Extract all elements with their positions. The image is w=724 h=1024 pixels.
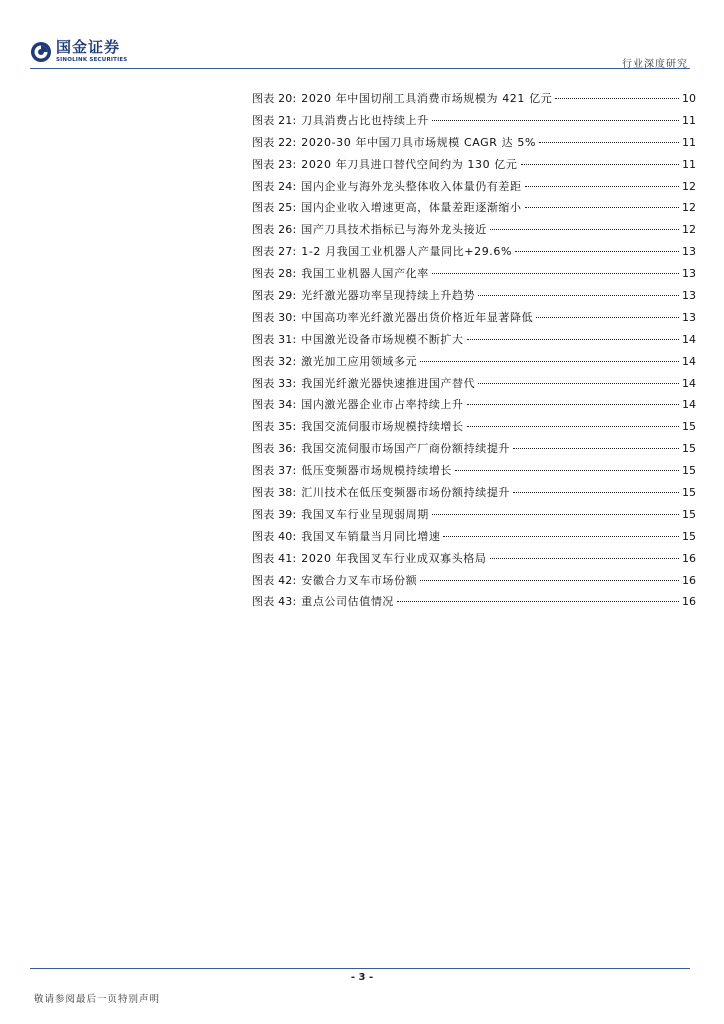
toc-entry-separator: : [292,157,297,171]
toc-entry-separator: : [292,289,297,303]
toc-entry-leader [536,316,679,318]
toc-entry-title: 2020 年中国切削工具消费市场规模为 421 亿元 [301,92,553,105]
report-type: 行业深度研究 [622,59,688,70]
toc-entry-leader [432,272,679,274]
toc-entry-page: 13 [682,289,696,303]
toc-entry-title: 1-2 月我国工业机器人产量同比+29.6% [301,245,513,259]
toc-entry[interactable] [252,110,696,132]
toc-entry[interactable] [252,88,696,110]
toc-entry[interactable] [252,307,696,329]
toc-entry-separator: : [292,223,297,237]
toc-entry-leader [467,403,679,405]
toc-entry-page: 10 [682,92,696,105]
toc-entry-page: 15 [682,420,696,434]
toc-entry-separator: : [292,442,297,456]
toc-entry[interactable] [252,176,696,198]
toc-entry[interactable] [252,460,696,482]
company-logo [30,40,127,64]
toc-entry-page: 11 [682,113,696,127]
toc-entry[interactable] [252,570,696,592]
toc-entry-page: 14 [682,376,696,390]
toc-entry-label: 图表 27 [252,245,293,259]
toc-entry-page: 11 [682,135,696,149]
toc-entry-separator: : [292,573,297,587]
toc-entry-label: 图表 28 [252,267,293,281]
toc-entry-separator: : [292,398,297,412]
toc-entry-label: 图表 43 [252,595,293,609]
toc-entry-separator: : [292,135,297,149]
toc-entry[interactable] [252,438,696,460]
toc-entry[interactable] [252,526,696,548]
toc-entry-leader [432,119,679,121]
toc-entry-title: 低压变频器市场规模持续增长 [301,464,453,478]
sinolink-logo-icon [30,41,52,63]
toc-entry-leader [490,557,679,559]
toc-entry-separator: : [292,245,297,259]
toc-entry-leader [397,600,679,602]
toc-entry-page: 14 [682,332,696,346]
toc-entry-page: 16 [682,573,696,587]
toc-entry[interactable] [252,416,696,438]
toc-entry-label: 图表 34 [252,398,293,412]
toc-entry-page: 15 [682,464,696,478]
toc-entry-label: 图表 37 [252,464,293,478]
toc-entry[interactable] [252,548,696,570]
toc-entry[interactable] [252,351,696,373]
toc-entry-label: 图表 29 [252,289,293,303]
toc-entry-title: 2020 年我国叉车行业成双寡头格局 [301,551,487,565]
toc-entry-title: 2020 年刀具进口替代空间约为 130 亿元 [301,157,518,171]
toc-entry-label: 图表 22 [252,135,293,149]
toc-entry-title: 我国叉车行业呈现弱周期 [301,507,429,521]
logo-chinese-name: 国金证券 [56,38,121,56]
toc-entry-separator: : [292,464,297,478]
toc-entry-label: 图表 31 [252,332,293,346]
toc-entry-page: 14 [682,398,696,412]
toc-entry-leader [443,535,679,537]
toc-entry-title: 国内企业与海外龙头整体收入体量仍有差距 [301,179,522,193]
toc-entry[interactable] [252,219,696,241]
toc-entry-title: 2020-30 年中国刀具市场规模 CAGR 达 5% [301,135,536,149]
toc-entry-page: 16 [682,595,696,609]
toc-entry-separator: : [292,201,297,215]
toc-entry-title: 我国叉车销量当月同比增速 [301,529,441,543]
toc-entry-separator: : [292,595,297,609]
footer-divider [30,968,690,969]
toc-entry-label: 图表 39 [252,507,293,521]
toc-entry-leader [539,141,679,143]
toc-entry[interactable] [252,285,696,307]
toc-entry[interactable] [252,504,696,526]
toc-entry-leader [420,360,679,362]
toc-entry-leader [513,447,679,449]
toc-entry-leader [478,294,679,296]
toc-entry[interactable] [252,197,696,219]
toc-entry-page: 15 [682,529,696,543]
page-number: - 3 - [350,972,374,983]
toc-entry-leader [467,425,679,427]
toc-entry-label: 图表 26 [252,223,293,237]
toc-entry-page: 12 [682,179,696,193]
toc-entry-page: 15 [682,442,696,456]
toc-entry-separator: : [292,529,297,543]
toc-entry-separator: : [292,507,297,521]
toc-entry-separator: : [292,354,297,368]
toc-entry-page: 13 [682,267,696,281]
toc-entry-title: 中国激光设备市场规模不断扩大 [301,332,464,346]
toc-entry-leader [521,163,680,165]
toc-entry-label: 图表 38 [252,486,293,500]
toc-entry[interactable] [252,591,696,613]
toc-entry[interactable] [252,329,696,351]
toc-entry-separator: : [292,310,297,324]
toc-entry-title: 国内激光器企业市占率持续上升 [301,398,464,412]
toc-entry-page: 13 [682,245,696,259]
toc-entry-leader [420,579,679,581]
header-divider [30,68,690,69]
toc-entry-leader [515,250,679,252]
toc-entry-title: 中国高功率光纤激光器出货价格近年显著降低 [301,310,534,324]
toc-entry-label: 图表 25 [252,201,293,215]
toc-entry-label: 图表 24 [252,179,293,193]
toc-entry-separator: : [292,332,297,346]
toc-entry-page: 13 [682,310,696,324]
toc-entry[interactable] [252,241,696,263]
toc-entry-title: 重点公司估值情况 [301,595,395,609]
toc-entry[interactable] [252,394,696,416]
toc-entry-page: 11 [682,157,696,171]
toc-entry-title: 国产刀具技术指标已与海外龙头接近 [301,223,487,237]
toc-entry-label: 图表 20 [252,92,293,105]
toc-entry-title: 汇川技术在低压变频器市场份额持续提升 [301,486,511,500]
toc-entry-page: 14 [682,354,696,368]
toc-entry[interactable] [252,482,696,504]
toc-entry-leader [490,228,679,230]
logo-english-name: SINOLINK SECURITIES [56,57,128,63]
toc-entry-page: 15 [682,486,696,500]
toc-entry-separator: : [292,551,297,565]
toc-entry-page: 12 [682,201,696,215]
figure-list [252,88,696,613]
toc-entry-label: 图表 35 [252,420,293,434]
toc-entry[interactable] [252,373,696,395]
toc-entry-label: 图表 33 [252,376,293,390]
toc-entry-title: 安徽合力叉车市场份额 [301,573,418,587]
toc-entry-separator: : [292,486,297,500]
toc-entry[interactable] [252,154,696,176]
toc-entry-separator: : [292,376,297,390]
toc-entry-leader [478,382,679,384]
toc-entry-page: 12 [682,223,696,237]
toc-entry-title: 国内企业收入增速更高，体量差距逐渐缩小 [301,201,522,215]
toc-entry-label: 图表 42 [252,573,293,587]
toc-entry-label: 图表 21 [252,113,293,127]
toc-entry-label: 图表 41 [252,551,293,565]
toc-entry-label: 图表 30 [252,310,293,324]
toc-entry-leader [455,469,679,471]
toc-entry-title: 我国光纤激光器快速推进国产替代 [301,376,476,390]
toc-entry-separator: : [292,179,297,193]
toc-entry-title: 光纤激光器功率呈现持续上升趋势 [301,289,476,303]
page-header [0,0,724,70]
toc-entry-separator: : [292,267,297,281]
toc-entry-title: 我国工业机器人国产化率 [301,267,429,281]
toc-entry[interactable] [252,263,696,285]
toc-entry-leader [525,206,679,208]
toc-entry-label: 图表 40 [252,529,293,543]
toc-entry-label: 图表 36 [252,442,293,456]
disclaimer-text: 敬请参阅最后一页特别声明 [34,994,161,1005]
toc-entry-leader [525,185,679,187]
toc-entry-page: 16 [682,551,696,565]
toc-entry-label: 图表 32 [252,354,293,368]
toc-entry-title: 我国交流伺服市场规模持续增长 [301,420,464,434]
toc-entry-label: 图表 23 [252,157,293,171]
toc-entry-leader [467,338,679,340]
toc-entry-separator: : [292,420,297,434]
toc-entry-title: 激光加工应用领域多元 [301,354,418,368]
toc-entry-leader [555,97,679,99]
toc-entry[interactable] [252,132,696,154]
toc-entry-title: 我国交流伺服市场国产厂商份额持续提升 [301,442,511,456]
toc-entry-leader [513,491,679,493]
toc-entry-page: 15 [682,507,696,521]
toc-entry-separator: : [292,92,297,105]
toc-entry-leader [432,513,679,515]
toc-entry-title: 刀具消费占比也持续上升 [301,113,429,127]
toc-entry-separator: : [292,113,297,127]
